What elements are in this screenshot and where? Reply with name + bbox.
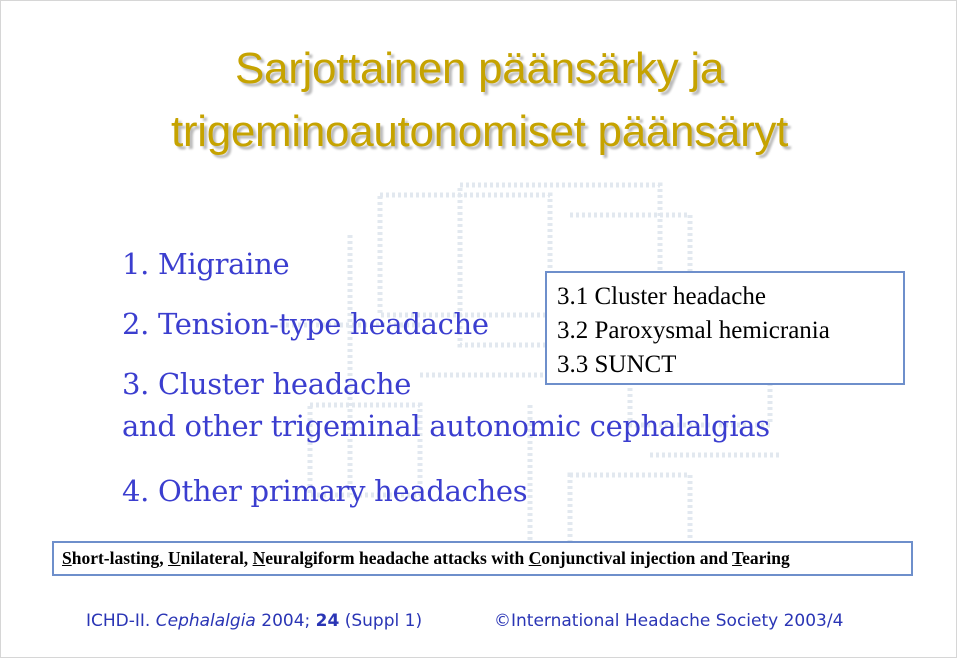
acronym-letter-s: S	[62, 548, 72, 568]
footer-citation	[86, 611, 422, 631]
definition-part-1: hort-lasting,	[71, 548, 168, 568]
title-line-2: trigeminoautonomiset päänsäryt	[170, 107, 789, 156]
acronym-letter-t: T	[732, 548, 743, 568]
definition-part-2: nilateral,	[180, 548, 253, 568]
sunct-definition-text	[62, 548, 790, 569]
definition-part-4: onjunctival injection and	[541, 548, 733, 568]
acronym-letter-c: C	[528, 548, 542, 568]
list-item-cluster: 3. Cluster headache	[122, 367, 412, 401]
footer-suppl: (Suppl 1)	[344, 611, 423, 631]
acronym-letter-n: N	[252, 548, 266, 568]
footer-volume: 24	[315, 611, 340, 631]
definition-part-3: euralgiform headache attacks with	[265, 548, 529, 568]
subtype-paroxysmal-hemicrania: 3.2 Paroxysmal hemicrania	[557, 317, 830, 344]
list-item-tac-continuation: and other trigeminal autonomic cephalalgias	[122, 409, 770, 443]
definition-part-5: earing	[742, 548, 790, 568]
sunct-definition-box	[52, 541, 913, 576]
footer-journal: Cephalalgia	[155, 611, 256, 631]
tac-subtypes-box	[545, 271, 905, 385]
acronym-letter-u: U	[167, 548, 181, 568]
list-item-other-primary: 4. Other primary headaches	[122, 474, 528, 508]
footer-year: 2004;	[261, 611, 311, 631]
list-item-tension-type: 2. Tension-type headache	[122, 307, 489, 341]
footer-copyright: ©International Headache Society 2003/4	[494, 611, 844, 631]
list-item-migraine: 1. Migraine	[122, 247, 290, 281]
subtype-cluster-headache: 3.1 Cluster headache	[557, 283, 766, 310]
title-line-1: Sarjottainen päänsärky ja	[234, 44, 725, 93]
subtype-sunct: 3.3 SUNCT	[557, 351, 677, 378]
footer-prefix: ICHD-II.	[86, 611, 151, 631]
